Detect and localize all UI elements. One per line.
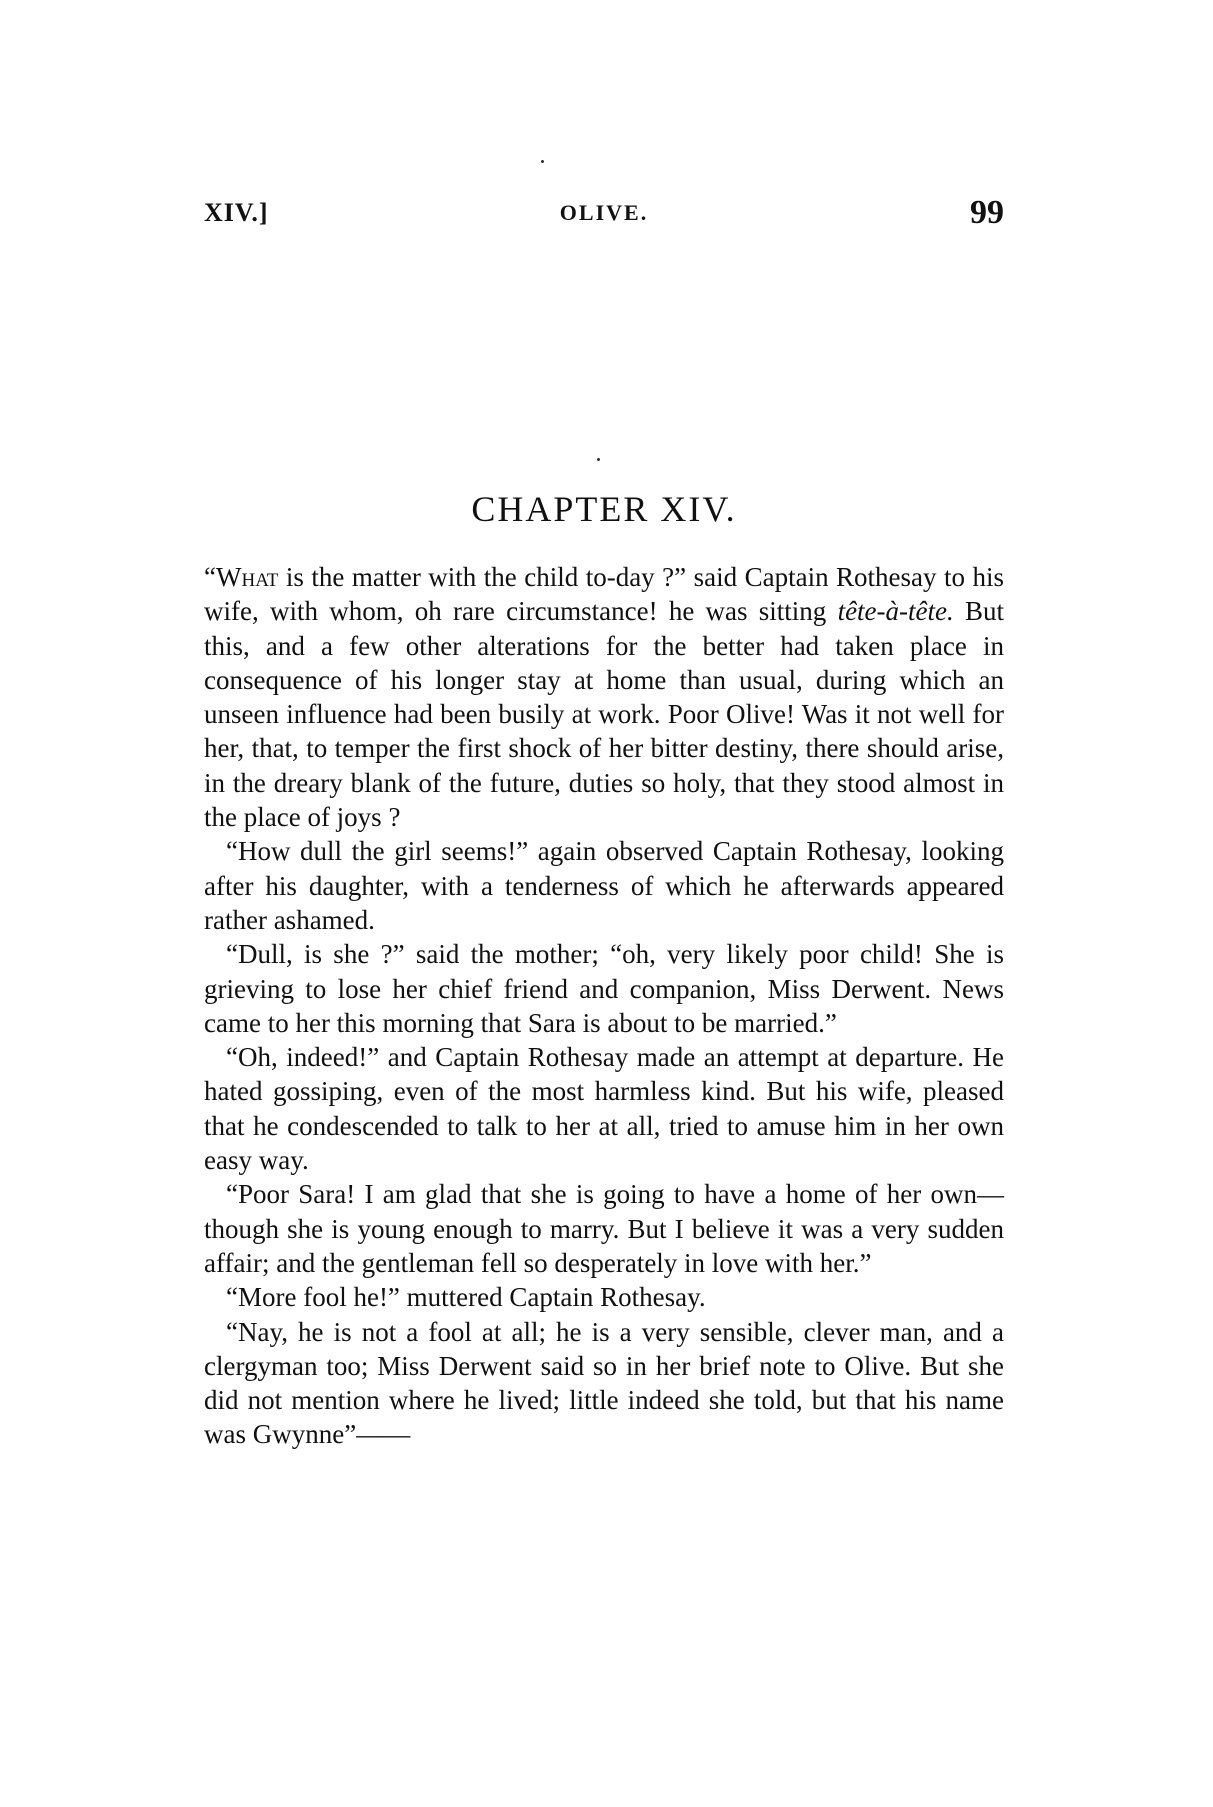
paragraph-lead: “What <box>204 562 279 592</box>
page-number: 99 <box>970 194 1004 231</box>
running-head <box>204 194 1004 238</box>
paragraph: “Oh, indeed!” and Captain Rothesay made an attempt at departure. He hated gossiping, even of the most harmless kind. But his wife, pleased that he condescended to talk to her at all, tried to amuse him in her own easy way. <box>204 1042 1004 1176</box>
paragraph: “Poor Sara! I am glad that she is going to have a home of her own—though she is young enough to marry. But I believe it was a very sudden affair; and the gentleman fell so desperately in love with her.” <box>204 1179 1004 1278</box>
print-speck <box>541 160 544 163</box>
paragraph <box>204 560 1004 834</box>
paragraph: “Nay, he is not a fool at all; he is a very sensible, clever man, and a clergyman too; Miss Derwent said so in her brief note to Olive. But she did not mention where he lived; little indeed she told, but that his name was Gwynne”—— <box>204 1316 1004 1450</box>
paragraph-text: is the matter with the child to-day ?” said Captain Rothesay to his wife, with whom, oh rare circumstance! he was sitting <box>204 562 1004 627</box>
print-speck <box>597 458 600 461</box>
chapter-body <box>204 560 1004 1452</box>
paragraph-rest: But this, and a few other alterations for the better had taken place in consequence of his longer stay at home than usual, during which an unseen influence had been busily at work. Poor Olive! Was it not well for her, that, to temper the first shock of her bitter destiny, there should arise, in the dreary blank of the future, duties so holy, that they stood almost in the place of joys ? <box>204 596 1005 833</box>
running-head-title: OLIVE. <box>559 200 649 225</box>
running-head-chapter: XIV.] <box>204 198 269 227</box>
chapter-title: CHAPTER XIV. <box>471 489 737 529</box>
paragraph: “How dull the girl seems!” again observed Captain Rothesay, looking after his daughter, with a tenderness of which he afterwards appeared rather ashamed. <box>204 836 1004 935</box>
paragraph: “More fool he!” muttered Captain Rothesay. <box>226 1282 706 1313</box>
paragraph-emphasis: tête-à-tête. <box>837 596 954 627</box>
paragraph: “Dull, is she ?” said the mother; “oh, very likely poor child! She is grieving to lose her chief friend and companion, Miss Derwent. News came to her this morning that Sara is about to be married.” <box>204 939 1004 1038</box>
